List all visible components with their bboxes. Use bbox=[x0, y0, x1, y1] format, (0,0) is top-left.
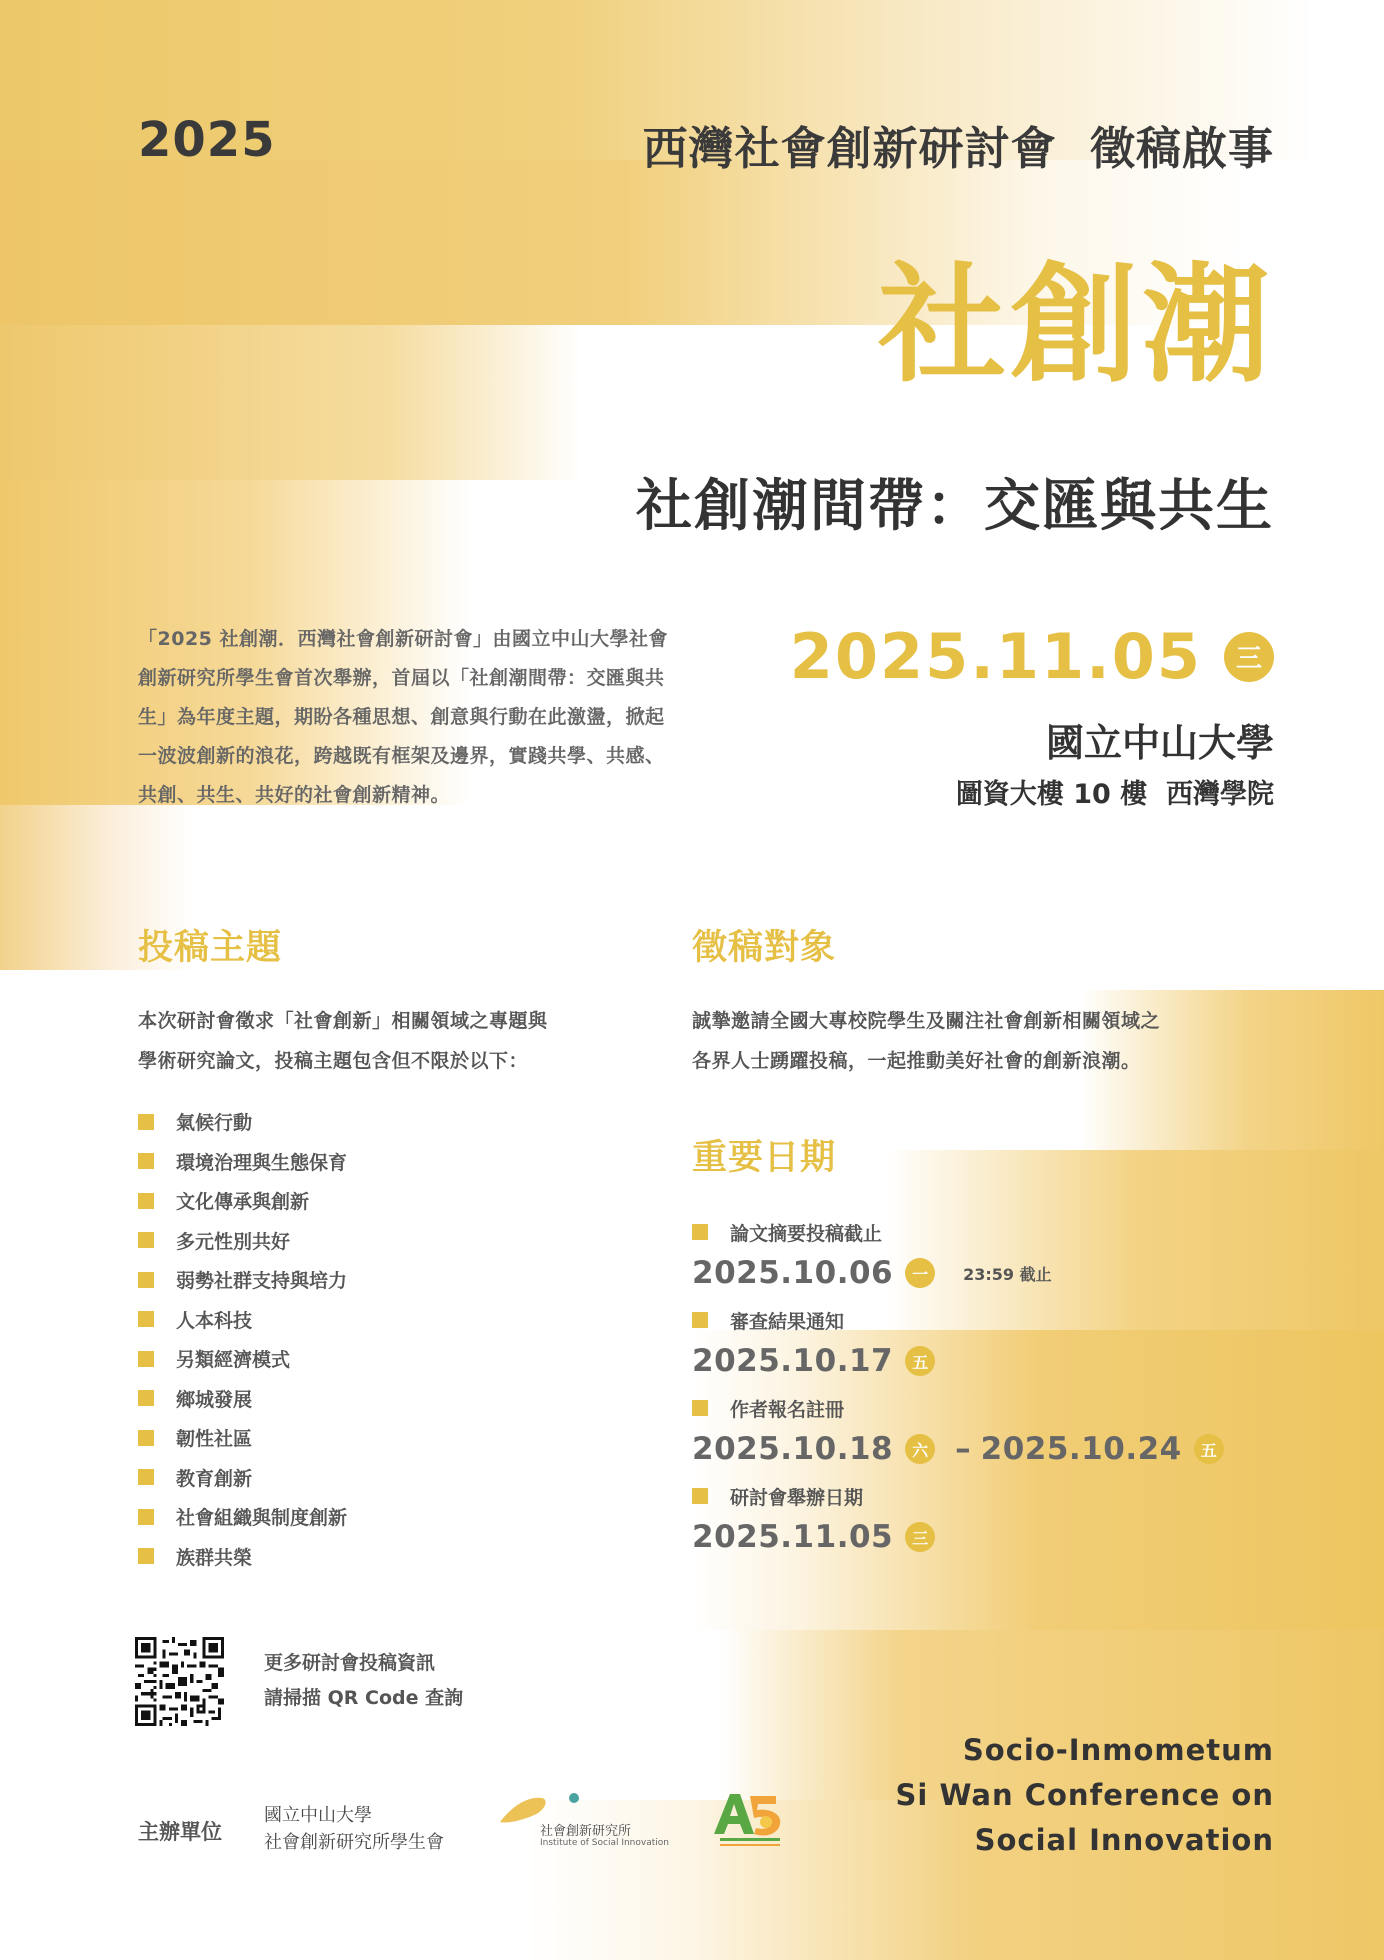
institute-logo-subtext: Institute of Social Innovation bbox=[540, 1838, 669, 1848]
event-title: 西灣社會創新研討會 徵稿啟事 bbox=[642, 122, 1274, 175]
square-bullet-icon bbox=[138, 1193, 154, 1209]
anniversary-logo bbox=[710, 1786, 790, 1856]
square-bullet-icon bbox=[138, 1390, 154, 1406]
topic-item bbox=[138, 1181, 347, 1221]
topic-item bbox=[138, 1260, 347, 1300]
dates-list bbox=[692, 1216, 1252, 1568]
brand-title: 社創潮 bbox=[877, 251, 1274, 400]
weekday-badge: 六 bbox=[905, 1434, 935, 1464]
topic-label: 韌性社區 bbox=[176, 1428, 253, 1451]
topic-item bbox=[138, 1537, 347, 1577]
date-label-text: 論文摘要投稿截止 bbox=[730, 1222, 883, 1245]
venue-detail: 圖資大樓 10 樓 西灣學院 bbox=[955, 779, 1274, 810]
audience-desc-line: 各界人士踴躍投稿，一起推動美好社會的創新浪潮。 bbox=[692, 1050, 1141, 1072]
topic-label: 教育創新 bbox=[176, 1467, 253, 1490]
date-note: 23:59 截止 bbox=[963, 1264, 1052, 1284]
topics-heading: 投稿主題 bbox=[138, 928, 283, 968]
date-label-text: 審查結果通知 bbox=[730, 1310, 845, 1333]
weekday-badge: 五 bbox=[905, 1346, 935, 1376]
organizer-name-line: 社會創新研究所學生會 bbox=[264, 1832, 444, 1853]
square-bullet-icon bbox=[138, 1311, 154, 1327]
square-bullet-icon bbox=[138, 1469, 154, 1485]
date-label-text: 作者報名註冊 bbox=[730, 1398, 845, 1421]
topics-desc-line: 學術研究論文，投稿主題包含但不限於以下： bbox=[138, 1050, 529, 1072]
venue-name: 國立中山大學 bbox=[1045, 721, 1274, 765]
topic-item bbox=[138, 1300, 347, 1340]
intro-line: 「2025 社創潮．西灣社會創新研討會」由國立中山大學社會 bbox=[138, 628, 668, 650]
square-bullet-icon bbox=[692, 1312, 708, 1328]
topic-item bbox=[138, 1102, 347, 1142]
qr-code-icon[interactable] bbox=[135, 1637, 224, 1726]
square-bullet-icon bbox=[138, 1548, 154, 1564]
topic-label: 族群共榮 bbox=[176, 1546, 253, 1569]
qr-caption bbox=[264, 1646, 463, 1716]
intro-paragraph bbox=[138, 620, 730, 815]
qr-caption-line: 更多研討會投稿資訊 bbox=[264, 1652, 436, 1674]
weekday-badge: 一 bbox=[905, 1258, 935, 1288]
topic-label: 社會組織與制度創新 bbox=[176, 1507, 348, 1530]
square-bullet-icon bbox=[692, 1400, 708, 1416]
date-row bbox=[692, 1242, 1252, 1304]
date-value-end: 2025.10.24 bbox=[980, 1431, 1182, 1467]
topic-item bbox=[138, 1221, 347, 1261]
theme-title: 社創潮間帶：交匯與共生 bbox=[636, 474, 1274, 539]
event-date bbox=[790, 620, 1274, 693]
weekday-badge: 三 bbox=[905, 1522, 935, 1552]
square-bullet-icon bbox=[138, 1272, 154, 1288]
topic-label: 人本科技 bbox=[176, 1309, 253, 1332]
square-bullet-icon bbox=[138, 1430, 154, 1446]
institute-logo-text: 社會創新研究所 bbox=[540, 1824, 632, 1839]
dates-heading: 重要日期 bbox=[692, 1138, 837, 1178]
audience-heading: 徵稿對象 bbox=[692, 928, 837, 968]
square-bullet-icon bbox=[138, 1114, 154, 1130]
date-value: 2025.11.05 bbox=[692, 1519, 894, 1555]
organizer-name bbox=[264, 1802, 444, 1856]
square-bullet-icon bbox=[692, 1224, 708, 1240]
audience-description bbox=[692, 1001, 1292, 1081]
intro-line: 創新研究所學生會首次舉辦，首屆以「社創潮間帶：交匯與共 bbox=[138, 667, 665, 689]
intro-line: 共創、共生、共好的社會創新精神。 bbox=[138, 784, 451, 806]
topics-desc-line: 本次研討會徵求「社會創新」相關領域之專題與 bbox=[138, 1010, 548, 1032]
topic-label: 文化傳承與創新 bbox=[176, 1191, 310, 1214]
date-value: 2025.10.18 bbox=[692, 1431, 894, 1467]
date-row bbox=[692, 1418, 1252, 1480]
topic-item bbox=[138, 1458, 347, 1498]
english-name-line: Socio-Inmometum bbox=[962, 1733, 1274, 1767]
header-year: 2025 bbox=[138, 112, 276, 168]
square-bullet-icon bbox=[138, 1232, 154, 1248]
topic-label: 鄉城發展 bbox=[176, 1388, 253, 1411]
qr-caption-line: 請掃描 QR Code 查詢 bbox=[264, 1687, 464, 1709]
topics-list bbox=[138, 1102, 347, 1576]
organizer-label: 主辦單位 bbox=[138, 1820, 222, 1844]
topic-label: 多元性別共好 bbox=[176, 1230, 291, 1253]
topic-item bbox=[138, 1497, 347, 1537]
square-bullet-icon bbox=[138, 1509, 154, 1525]
date-label-text: 研討會舉辦日期 bbox=[730, 1486, 864, 1509]
english-name-line: Si Wan Conference on bbox=[895, 1778, 1274, 1812]
topic-item bbox=[138, 1142, 347, 1182]
square-bullet-icon bbox=[138, 1153, 154, 1169]
institute-logo bbox=[498, 1788, 668, 1858]
topic-label: 氣候行動 bbox=[176, 1112, 253, 1135]
topic-label: 弱勢社群支持與培力 bbox=[176, 1270, 348, 1293]
date-row bbox=[692, 1506, 1252, 1568]
english-conference-name bbox=[896, 1728, 1274, 1863]
weekday-badge: 五 bbox=[1194, 1434, 1224, 1464]
square-bullet-icon bbox=[692, 1488, 708, 1504]
date-value: 2025.10.06 bbox=[692, 1255, 894, 1291]
topic-label: 另類經濟模式 bbox=[176, 1349, 291, 1372]
topics-description bbox=[138, 1001, 658, 1081]
weekday-badge: 三 bbox=[1224, 632, 1274, 682]
topic-label: 環境治理與生態保育 bbox=[176, 1151, 348, 1174]
square-bullet-icon bbox=[138, 1351, 154, 1367]
date-value: 2025.10.17 bbox=[692, 1343, 894, 1379]
event-date-value: 2025.11.05 bbox=[789, 620, 1202, 693]
topic-item bbox=[138, 1339, 347, 1379]
intro-line: 生」為年度主題，期盼各種思想、創意與行動在此激盪，掀起 bbox=[138, 706, 665, 728]
date-row bbox=[692, 1330, 1252, 1392]
date-range-dash: – bbox=[955, 1431, 971, 1467]
english-name-line: Social Innovation bbox=[974, 1823, 1274, 1857]
topic-item bbox=[138, 1379, 347, 1419]
organizer-name-line: 國立中山大學 bbox=[264, 1805, 372, 1826]
topic-item bbox=[138, 1418, 347, 1458]
audience-desc-line: 誠摯邀請全國大專校院學生及關注社會創新相關領域之 bbox=[692, 1010, 1161, 1032]
intro-line: 一波波創新的浪花，跨越既有框架及邊界，實踐共學、共感、 bbox=[138, 745, 665, 767]
